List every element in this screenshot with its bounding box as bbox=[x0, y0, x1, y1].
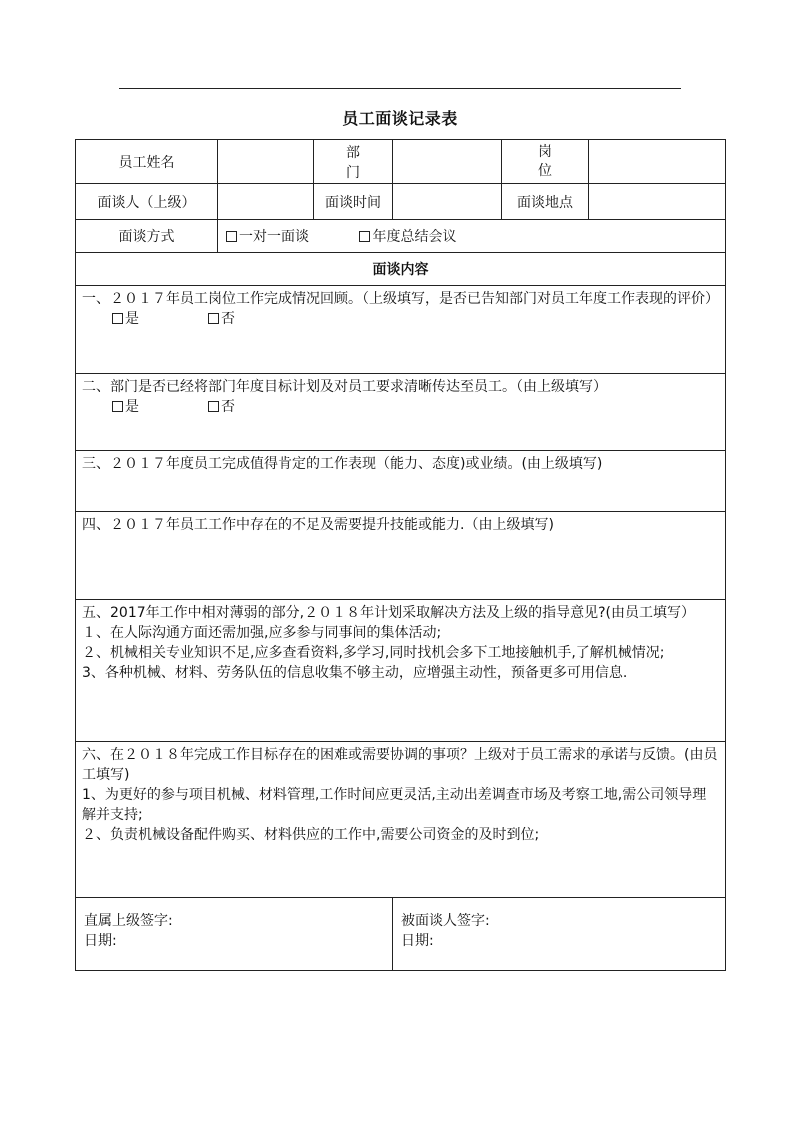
row-signatures bbox=[76, 898, 726, 971]
checkbox-icon[interactable] bbox=[359, 231, 370, 242]
row-section-3 bbox=[76, 451, 726, 512]
checkbox-icon[interactable] bbox=[208, 401, 219, 412]
section-6-question: 六、在２０１８年完成工作目标存在的困难或需要协调的事项？上级对于员工需求的承诺与反馈。(由员工填写) bbox=[82, 747, 718, 783]
section-3-question: 三、２０１７年度员工完成值得肯定的工作表现（能力、态度)或业绩。(由上级填写) bbox=[82, 456, 603, 472]
interviewer-field[interactable] bbox=[218, 184, 314, 220]
row-section-4 bbox=[76, 512, 726, 600]
row-section-2 bbox=[76, 374, 726, 451]
section-2-yes[interactable] bbox=[112, 397, 208, 417]
method-option-annual-meeting-label: 年度总结会议 bbox=[372, 229, 457, 245]
section-2-options bbox=[82, 397, 719, 417]
section-2[interactable] bbox=[76, 374, 726, 451]
department-label: 部门 bbox=[314, 140, 393, 184]
checkbox-icon[interactable] bbox=[112, 401, 123, 412]
supervisor-signature[interactable] bbox=[76, 898, 393, 971]
employee-name-label: 员工姓名 bbox=[76, 140, 218, 184]
section-5[interactable] bbox=[76, 600, 726, 742]
checkbox-icon[interactable] bbox=[226, 231, 237, 242]
employee-signature[interactable] bbox=[393, 898, 726, 971]
page-title: 员工面谈记录表 bbox=[342, 109, 458, 128]
supervisor-signature-label: 直属上级签字: bbox=[84, 913, 173, 929]
row-section-1 bbox=[76, 286, 726, 374]
section-5-answer-1: １、在人际沟通方面还需加强,应多参与同事间的集体活动; bbox=[82, 625, 442, 641]
section-2-question: 二、部门是否已经将部门年度目标计划及对员工要求清晰传达至员工。（由上级填写） bbox=[82, 379, 607, 395]
method-option-one-on-one-label: 一对一面谈 bbox=[239, 229, 309, 245]
checkbox-icon[interactable] bbox=[112, 313, 123, 324]
row-basic-info bbox=[76, 140, 726, 184]
checkbox-icon[interactable] bbox=[208, 313, 219, 324]
section-1-yes-label: 是 bbox=[125, 311, 139, 327]
section-3[interactable] bbox=[76, 451, 726, 512]
row-method bbox=[76, 220, 726, 253]
employee-date-label: 日期: bbox=[401, 933, 434, 949]
employee-signature-label: 被面谈人签字: bbox=[401, 913, 490, 929]
position-label bbox=[502, 140, 589, 184]
section-2-no[interactable] bbox=[208, 397, 304, 417]
interview-method-label: 面谈方式 bbox=[76, 220, 218, 253]
section-6[interactable] bbox=[76, 742, 726, 898]
interview-place-field[interactable] bbox=[589, 184, 726, 220]
section-5-question: 五、2017年工作中相对薄弱的部分,２０１８年计划采取解决方法及上级的指导意见?(由员工填写） bbox=[82, 605, 695, 621]
section-1-yes[interactable] bbox=[112, 309, 208, 329]
content-heading: 面谈内容 bbox=[76, 253, 726, 286]
row-content-heading bbox=[76, 253, 726, 286]
interviewer-label: 面谈人（上级） bbox=[76, 184, 218, 220]
section-5-answer-3: 3、各种机械、材料、劳务队伍的信息收集不够主动，应增强主动性，预备更多可用信息. bbox=[82, 665, 628, 681]
interview-time-label: 面谈时间 bbox=[314, 184, 393, 220]
section-6-answer-2: ２、负责机械设备配件购买、材料供应的工作中,需要公司资金的及时到位; bbox=[82, 827, 540, 843]
position-field[interactable] bbox=[589, 140, 726, 184]
section-2-no-label: 否 bbox=[221, 399, 235, 415]
section-1-options bbox=[82, 309, 719, 329]
section-2-yes-label: 是 bbox=[125, 399, 139, 415]
section-1-no-label: 否 bbox=[221, 311, 235, 327]
department-field[interactable] bbox=[393, 140, 502, 184]
interview-form bbox=[75, 139, 726, 971]
section-1-no[interactable] bbox=[208, 309, 304, 329]
method-option-one-on-one[interactable] bbox=[226, 226, 309, 246]
section-1[interactable] bbox=[76, 286, 726, 374]
row-section-6 bbox=[76, 742, 726, 898]
row-interview-info bbox=[76, 184, 726, 220]
position-label-line1: 岗 bbox=[538, 143, 552, 160]
header-rule bbox=[119, 88, 681, 89]
section-4[interactable] bbox=[76, 512, 726, 600]
row-section-5 bbox=[76, 600, 726, 742]
supervisor-date-label: 日期: bbox=[84, 933, 117, 949]
employee-name-field[interactable] bbox=[218, 140, 314, 184]
method-option-annual-meeting[interactable] bbox=[359, 226, 456, 246]
interview-place-label: 面谈地点 bbox=[502, 184, 589, 220]
section-4-question: 四、２０１７年员工工作中存在的不足及需要提升技能或能力.（由上级填写) bbox=[82, 517, 554, 533]
interview-method-options bbox=[218, 220, 726, 253]
section-1-question: 一、２０１７年员工岗位工作完成情况回顾。（上级填写，是否已告知部门对员工年度工作表现的评价） bbox=[82, 291, 719, 307]
position-label-line2: 位 bbox=[538, 162, 552, 179]
section-6-answer-1: 1、为更好的参与项目机械、材料管理,工作时间应更灵活,主动出差调查市场及考察工地,需公司领导理解并支持; bbox=[82, 787, 707, 823]
section-5-answer-2: ２、机械相关专业知识不足,应多查看资料,多学习,同时找机会多下工地接触机手,了解机械情况; bbox=[82, 645, 665, 661]
interview-time-field[interactable] bbox=[393, 184, 502, 220]
